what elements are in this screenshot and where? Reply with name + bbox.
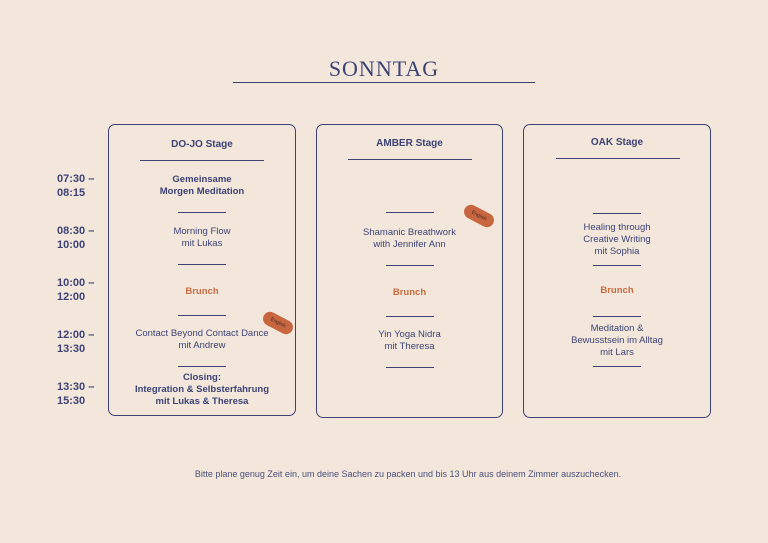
- oak-stage-card: [523, 124, 711, 418]
- time-end: 12:00: [57, 291, 86, 303]
- time-end: 13:30: [57, 343, 86, 355]
- stage-title: OAK Stage: [590, 137, 644, 148]
- event-healing-creative-writing: [524, 222, 710, 258]
- title-underline: [233, 82, 535, 83]
- event-yin-yoga-nidra: [317, 329, 502, 353]
- divider: [386, 316, 434, 317]
- divider: [140, 160, 264, 161]
- event-line: Shamanic Breathwork: [363, 227, 456, 238]
- divider: [178, 212, 226, 213]
- divider: [178, 315, 226, 316]
- event-line: Creative Writing: [583, 234, 651, 245]
- dojo-stage-card: [108, 124, 296, 416]
- divider: [348, 159, 472, 160]
- time-end: 15:30: [57, 395, 86, 407]
- event-line: with Jennifer Ann: [373, 239, 446, 250]
- time-start: 13:30 –: [57, 381, 95, 393]
- divider: [556, 158, 680, 159]
- divider: [386, 367, 434, 368]
- time-slot-1: [57, 172, 107, 200]
- divider: [386, 212, 434, 213]
- time-start: 12:00 –: [57, 329, 95, 341]
- stage-title: AMBER Stage: [376, 138, 443, 149]
- divider: [593, 316, 641, 317]
- time-end: 10:00: [57, 239, 86, 251]
- event-line: Closing:: [183, 372, 221, 383]
- event-line: mit Andrew: [178, 340, 226, 351]
- event-gemeinsame-meditation: [109, 174, 295, 198]
- event-line: Contact Beyond Contact Dance: [135, 328, 269, 339]
- footer-note: Bitte plane genug Zeit ein, um deine Sachen zu packen und bis 13 Uhr aus deinem Zimmer auszuchecken.: [194, 469, 622, 479]
- event-line: mit Theresa: [384, 341, 435, 352]
- event-meditation-bewusstsein: [524, 323, 710, 359]
- time-start: 08:30 –: [57, 225, 95, 237]
- event-line: Bewusstsein im Alltag: [571, 335, 663, 346]
- english-badge: English: [261, 309, 296, 336]
- time-start: 10:00 –: [57, 277, 95, 289]
- event-closing: [109, 372, 295, 408]
- event-line: mit Sophia: [594, 246, 640, 257]
- english-badge: English: [462, 202, 497, 229]
- divider: [593, 213, 641, 214]
- event-line: mit Lukas: [181, 238, 223, 249]
- divider: [593, 366, 641, 367]
- event-line: mit Lars: [600, 347, 634, 358]
- event-brunch: Brunch: [185, 286, 219, 297]
- divider: [386, 265, 434, 266]
- time-slot-3: [57, 276, 107, 304]
- event-line: Yin Yoga Nidra: [378, 329, 441, 340]
- event-line: Healing through: [583, 222, 651, 233]
- time-slot-4: [57, 328, 107, 356]
- event-line: Morning Flow: [173, 226, 231, 237]
- time-start: 07:30 –: [57, 173, 95, 185]
- event-line: Meditation &: [590, 323, 644, 334]
- time-slot-5: [57, 380, 107, 408]
- event-line: Integration & Selbsterfahrung: [134, 384, 270, 395]
- divider: [593, 265, 641, 266]
- event-line: Gemeinsame: [172, 174, 232, 185]
- event-line: Morgen Meditation: [159, 186, 245, 197]
- time-end: 08:15: [57, 187, 86, 199]
- divider: [178, 264, 226, 265]
- event-brunch: Brunch: [600, 285, 634, 296]
- event-brunch: Brunch: [392, 287, 427, 298]
- event-morning-flow: [109, 226, 295, 250]
- event-contact-dance: [109, 328, 295, 352]
- event-shamanic-breathwork: [317, 227, 502, 251]
- page-title: SONNTAG: [328, 56, 440, 81]
- event-line: mit Lukas & Theresa: [155, 396, 249, 407]
- stage-title: DO-JO Stage: [171, 139, 233, 150]
- divider: [178, 366, 226, 367]
- amber-stage-card: [316, 124, 503, 418]
- time-slot-2: [57, 224, 107, 252]
